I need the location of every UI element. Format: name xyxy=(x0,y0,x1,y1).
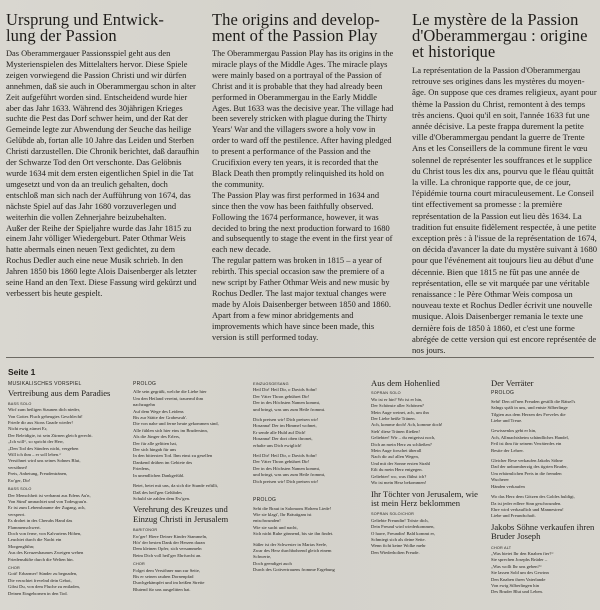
verse-line: Von Sünd' umnachtet und von Todesgrau'n. xyxy=(8,498,88,504)
french-column xyxy=(412,12,598,356)
german-text xyxy=(6,49,202,300)
libretto-column-5 xyxy=(491,379,596,596)
voice-label: BASS SOLO xyxy=(8,401,32,406)
verse-line: Alle sein gegrüßt, welche die Liebe hier xyxy=(133,389,207,395)
verse-line: „Was bietet Ihr den Knaben fier?“ xyxy=(491,550,554,556)
verse-line: Schmiegt sich als deine Seite. xyxy=(371,536,426,542)
section-heading: Ihr Töchter von Jerusalem, wie ist mein Herz beklommen xyxy=(371,488,478,508)
verse-line: Und mit der Sonne ersten Strahl xyxy=(371,460,431,466)
verse-line: Des Bruder Blut und Leben. xyxy=(491,589,543,595)
verse-line: Flammenschwert. xyxy=(8,524,41,530)
verse-line: Gleicher Rese verkaufen Jakobs Söhne xyxy=(491,458,563,464)
verse-line: Der Väter Thron gebühret Dir! xyxy=(253,393,310,399)
verse-line: Sich nicht Ruhe gönnend, bis sie ihn findet. xyxy=(253,531,334,537)
verse-line: Händen verkaufen xyxy=(491,483,525,489)
verse-block xyxy=(133,568,247,594)
voice-label: BASS SOLO xyxy=(8,487,32,492)
verse-line: Schwerte, xyxy=(253,554,272,560)
verse-line: nachzugehn xyxy=(133,402,155,408)
title-line: ment of the Passion Play xyxy=(212,26,378,45)
verse-line: Wo ist er hin? Wo ist er hin, xyxy=(371,396,423,402)
verse-line: „Was wollt Ihr uns geben?“ xyxy=(491,563,542,569)
german-column xyxy=(6,12,202,300)
verse-line: Seht! Den off'nen Freuden gestillt die Rätsel's xyxy=(491,398,576,404)
verse-line: Von Gottes Fluch geheugtes Geschlecht! xyxy=(8,413,83,419)
english-column xyxy=(212,12,395,343)
verse-line: Daß des heil'gen Gelübdes xyxy=(133,489,182,495)
verse-line: O harre, Freundin! Bald kommt er, xyxy=(371,530,435,536)
verse-line: Preis, Anbetung, Freudentränen, xyxy=(8,471,68,477)
verse-line: Friedens, xyxy=(133,466,150,472)
verse-line: In unendlichen Dankgefühl. xyxy=(133,472,185,478)
page-label: Seite 1 xyxy=(8,367,36,377)
verse-line: Bis er seinen rauhen Dornenpfad xyxy=(133,573,194,579)
verse-line: Die von nahe und ferne heute gekommen sind, xyxy=(133,421,219,427)
verse-line: Wie sie sucht und nacht, xyxy=(253,524,298,530)
verse-block xyxy=(491,399,596,520)
verse-line: Hosanna! Der dort oben thronet, xyxy=(253,436,313,442)
verse-line: entschwunden! xyxy=(253,518,281,524)
verse-line: Auf dem Wege des Leidens xyxy=(133,408,184,414)
verse-line: Dankend drüben im Gebiete des xyxy=(133,459,193,465)
verse-line: Tilgten aus dem Herzen des Freveles die xyxy=(491,411,566,417)
voice-label: EINZUGSGESANG xyxy=(253,382,289,386)
verse-line: Dich preisen wir! Dich preisen wir! xyxy=(253,417,319,423)
verse-line: Wie sie klagt', Ihr Bräutigam ist xyxy=(253,511,312,517)
verse-line: Heil Dir! Heil Dir, o Davids Sohn! xyxy=(253,387,317,393)
verse-line: Dad der unbarmherzig des tigrien Bruder, xyxy=(491,464,568,470)
verse-line: Es drohet in des Cherubs Hand das xyxy=(8,518,73,524)
verse-line: Der für alle gelitten hat, xyxy=(133,440,178,446)
section-heading: Jakobs Söhne verkaufen ihren Bruder Joseph xyxy=(491,521,595,542)
paragraph: The Passion Play was first performed in 1634 and since then the vow has been faithfully observed. Following the 1674 performance, however, it was decided to bring the next production forward to 1680 and subsequently to stage the event in the first year of each new decade. xyxy=(212,190,393,255)
verse-line: Dich preisen wir! Dich preisen wir! xyxy=(253,478,319,484)
verse-line: Alle fühlen sich hier eins im Brudersinn, xyxy=(133,427,208,433)
section-subheading: PROLOG xyxy=(491,390,515,397)
verse-line: Durch des Gottvertrauens fromme Ergebung xyxy=(253,567,335,573)
verse-line: Als die Jünger des Erlers, xyxy=(133,434,181,440)
verse-line: Von ewig Silberlingen hin xyxy=(491,582,540,588)
verse-line: Den Knaben ihren Vaterlande xyxy=(491,576,546,582)
title-line: The origins and develop- xyxy=(212,12,380,29)
verse-block xyxy=(133,483,247,502)
section-subheading: PROLOG xyxy=(253,497,277,504)
verse-line: Ew'ger! Hiere Deiner Kinder Stammeln, xyxy=(133,533,208,539)
verse-line: „Den Tod des Sünders nicht, vergeben xyxy=(8,445,79,451)
verse-line: Geliebter! wo, was flühst ich? xyxy=(371,473,427,479)
voice-label: SOPRAN SOLO xyxy=(371,391,401,396)
verse-line: Er sende alle Huld auf Dich! xyxy=(253,429,306,435)
verse-line: Seht die Braut in Salomons Hohem Liede! xyxy=(253,505,332,511)
verse-line: Beim Dich voll heil'ger Ehrfurcht an. xyxy=(133,552,202,558)
verse-line: Betet, betet mit uns, da sich die Stunde erfüllt, xyxy=(133,483,219,489)
title-line: d'Oberammergau : origine xyxy=(412,26,588,45)
verse-block xyxy=(8,493,122,563)
verse-line: Friedensdüfte durch die Welten hin. xyxy=(8,556,74,562)
paragraph: The Oberammergau Passion Play has its origins in the miracle plays of the Middle Ages. The miracle plays were mainly based on a portrayal of the Passion of Christ and it is probable that they had already been performed in Oberammergau in the Early Middle Ages. But 1633 was the decisive year. The village had been severely stricken with plague during the Thirty Years' War and the villagers swore a holy vow in order to ward off the pestilence. After having pledged to present a performance of the Passion and the Crucifixion every ten years, it is recorded that the Black Death then promptly relinquished its hold on the community. xyxy=(212,49,394,189)
verse-line: Hör' der besten Dank der Herzen daran xyxy=(133,539,205,545)
verse-block xyxy=(133,534,247,560)
verse-line: Ehre wird verkauflich und Mannestreu! xyxy=(491,506,564,512)
section-subheading: MUSIKALISCHES VORSPIEL xyxy=(8,381,82,387)
verse-line: Der sich hingab für uns xyxy=(133,447,177,453)
section-subheading: PROLOG xyxy=(133,381,157,387)
verse-block xyxy=(133,389,247,479)
title-line: Ursprung und Entwick- xyxy=(6,12,164,29)
verse-line: Liebe und Treue. xyxy=(491,418,523,424)
verse-line: Nicht ewig zürnet Er, xyxy=(8,426,48,432)
verse-line: Wirf zum heiligen Staunen dich nieder, xyxy=(8,407,81,413)
verse-line: Salngs spält in uns, und entste Silberlinge xyxy=(491,405,568,411)
verse-line: Da ist jeder edlere Sinn geschwunden. xyxy=(491,500,562,506)
verse-block xyxy=(253,387,365,485)
voice-label: CHOR xyxy=(133,562,145,567)
verse-line: Der Schönste aller Schönen? xyxy=(371,403,424,409)
verse-line: und bringt, was uns zum Heile frommt, xyxy=(253,472,326,478)
verse-line: Dich an mein Herz zu schließen? xyxy=(371,441,432,447)
verse-line: Ew'ger, Dir! xyxy=(8,477,31,483)
verse-line: Um den Heiland vereint, trauernd ihm xyxy=(133,395,204,401)
verse-line: Leuchtet durch die Nacht ein xyxy=(8,537,62,543)
verse-line: Versöhnet wird uns seines Sohnes Blut, xyxy=(8,458,81,464)
verse-line: Aus des Kreuzesbaumes Zweigen wehen xyxy=(8,550,84,556)
verse-line: Sieh' diese Tränen fließen! xyxy=(371,428,420,434)
verse-line: Wenn ficht keine Wolke mehr xyxy=(371,543,426,549)
verse-line: Dein Freund wird wiederkommen, xyxy=(371,524,435,530)
verse-line: Friede dir aus Sions Gnade wieder! xyxy=(8,420,73,426)
verse-line: Wucherer xyxy=(491,477,509,483)
libretto-column-4 xyxy=(371,379,483,556)
french-title xyxy=(412,12,598,60)
verse-line: „Ich will“, so spricht der Herr, xyxy=(8,439,64,445)
verse-line: Folget dem Versöhner nun zur Seite, xyxy=(133,567,201,573)
verse-line: Um erbärmlichen Preis in die fremden xyxy=(491,470,562,476)
verse-line: Der in des Höchsten Namen kommt, xyxy=(253,465,321,471)
verse-block xyxy=(253,506,365,574)
verse-block xyxy=(491,551,596,596)
divider-rule xyxy=(6,357,594,358)
voice-label: CHOR ALT xyxy=(491,545,512,550)
verse-line: Er ist zum Lebensbaume der Zugang, ach, xyxy=(8,505,86,511)
verse-line: Süßer ist der Schwester in Marias Seele, xyxy=(253,541,328,547)
title-line: et historique xyxy=(412,42,496,61)
section-heading: Aus dem Hohenlied xyxy=(371,379,440,388)
verse-line: Blutend für uns ausgelitten hat. xyxy=(133,586,191,592)
verse-line: Ach, komme doch! Ach, komme doch! xyxy=(371,422,443,428)
verse-line: Gott! Erbarmer! Sünder zu begnaden, xyxy=(8,571,78,577)
verse-line: Der Liebe heiße Tränen. xyxy=(371,416,416,422)
verse-line: In den bittersten Tod. Ihm einst zu gesellen xyxy=(133,453,213,459)
english-title xyxy=(212,12,395,44)
verse-line: Bis zur Stätte der Grabesruh'. xyxy=(133,415,188,421)
verse-line: Zwar des Herz durchbohrend gleich einem xyxy=(253,547,332,553)
verse-block xyxy=(8,407,122,484)
verse-line: Feil ist ihm für seinem Verräterdes ein xyxy=(491,441,562,447)
verse-line: Den Wiederholten Freude. xyxy=(371,549,420,555)
paragraph: Das Oberammergauer Passionsspiel geht aus den Mysterienspielen des Mittelalters hervor. Diese Spiele zeigen vorwiegend die Passion Christi und wir dürfen annehmen, daß sie auch in Oberammergau schon in alter Zeit aufgeführt worden sind. Entscheidend wurde hier aber das Jahr 1633. Während des 30jährigen Krieges suchte die Pest das Dorf schwer heim, und der Rat der Gemeinde legte zur Abwendung der Seuche das heilige Gelübde ab, fortan alle 10 Jahre das Leiden und Sterben Christi darzustellen. Die Chronik berichtet, daß daraufhin der Schwarze Tod den Ort verschonte. Das Gelöbnis wurde 1634 mit dem ersten eigentlichen Spiel in die Tat umgesetzt und von da an treulich gehalten, doch entschloß man sich nach der Aufführung von 1674, das nächste Spiel auf das Jahr 1680 vorzuverlegen und weiterhin die vollen Zehnerjahre beizubehalten. xyxy=(6,49,200,222)
verse-line: Nach dir auf allen Wegen, xyxy=(371,454,419,460)
verse-line: Doch geendiget auch xyxy=(253,560,292,566)
verse-block xyxy=(371,518,483,556)
voice-label: SOPRAN SOLO/CHOR xyxy=(371,512,415,517)
verse-line: Geliebte Freundin! Tröste dich, xyxy=(371,517,429,523)
voice-label: CHOR xyxy=(8,565,20,570)
verse-line: Wo das Herz dem Götzen des Goldes huldigt, xyxy=(491,494,575,500)
verse-line: Mein Auge forschet überall xyxy=(371,448,422,454)
german-title xyxy=(6,12,202,44)
verse-line: Sie sprechen Josephs Brüder – xyxy=(491,557,548,563)
verse-block xyxy=(371,397,483,487)
verse-line: Der Väter Thron gebühret Dir! xyxy=(253,459,310,465)
verse-line: Deinen Eingebornen in den Tod. xyxy=(8,590,68,596)
verse-line: Die verachtet frevelnd dein Gebot, xyxy=(8,577,72,583)
section-heading: Der Verräter xyxy=(491,379,534,388)
verse-line: Der Menschheit ist verbannt aus Edens Au'n, xyxy=(8,492,91,498)
verse-line: und bringt, was uns zum Heile frommt. xyxy=(253,406,326,412)
verse-line: versöhnet! xyxy=(8,464,28,470)
verse-line: Der in des Höchsten Namen kommt, xyxy=(253,400,321,406)
verse-line: Will ich ihm – er soll leben.“ xyxy=(8,452,62,458)
voice-label: BARITONOR xyxy=(133,528,158,533)
section-heading: Vertreibung aus dem Paradies xyxy=(8,388,111,399)
verse-line: Mein Auge weinet, ach, um ihn xyxy=(371,409,429,415)
paragraph: Außer der Reihe der Spieljahre wurde das Jahr 1815 zu einem Jahr völliger Wiedergeburt. Pater Othmar Weis hatte abermals einen neuen Text gedichtet, zu dem Rochus Dedler auch eine neue Musik schrieb. In den Jahren 1850 bis 1860 legte Alois Daisenberger als letzter seine Hand an den Text. Diese Fassung wird gekürzt und verbessert bis heute gespielt. xyxy=(6,223,197,298)
title-line: lung der Passion xyxy=(6,26,117,45)
french-text xyxy=(412,65,598,356)
verse-line: Eilt du mein Herz entgegen. xyxy=(371,467,423,473)
paragraph: La représentation de la Passion d'Oberammergau retrouve ses origines dans les mystères du moyen-âge. On suppose que ces drames religieux, ayant pour thème la Passion du Christ, remontent à des temps très anciens. Quoi qu'il en soit, l'année 1633 fut une année décisive. La peste frappa durement la petite ville d'Oberammergau pendant la guerre de Trente Ans et les Conseillers de la commune firent le vœu solennel de représenter les souffrances et le supplice du Christ tous les dix ans, pourvu que le fléau quittât la ville. La chronique rapporte que, de ce jour, l'épidémie tourna court miraculeusement. Le Conseil tint effectivement sa promesse : la première représentation de la Passion eut lieu dès 1634. La tradition fut ensuite fidèlement respectée, à une petite exception près : à l'issue de la représentation de 1674, on décida d'avancer la date du mystère suivant à 1680 pour que l'événement ait toujours lieu au début d'une décennie. Bien que 1815 ne fût pas une année de représentation, elle se vit marquée par une véritable renaissance : le Père Othmar Weis composa un nouveau texte et Rochus Dedler écrivit une nouvelle musique. Alois Daisenberger remania le texte une dernière fois de 1850 à 1860, et c'est une forme abrégée de cette version qui est encore représentée de nos jours. xyxy=(412,65,598,356)
verse-line: Dem kleinen Opfer, sich versammeln xyxy=(133,546,202,552)
verse-line: Schuld sie zahlen dem Ew'gen. xyxy=(133,495,191,501)
verse-line: Ach, Allmachtsbeim schändliches Handel, xyxy=(491,434,569,440)
title-line: Le mystère de la Passion xyxy=(412,12,579,29)
verse-line: erhalte uns Dich ewiglich! xyxy=(253,442,302,448)
verse-line: Gewissenlos gebt er hin, xyxy=(491,428,537,434)
verse-line: Sie lassen Sold um des Gewinn xyxy=(491,570,549,576)
libretto-column-2 xyxy=(133,379,247,593)
section-heading: Verehrung des Kreuzes und Einzug Christi in Jerusalem xyxy=(133,504,229,524)
verse-line: Doch von ferne, von Kalvariens Höhen, xyxy=(8,530,82,536)
verse-line: Besite der Lehrer. xyxy=(491,447,524,453)
verse-line: Gibst Du, von dem Fluche zu entladen, xyxy=(8,584,80,590)
verse-line: Durchgekämpfet und im heißen Streite xyxy=(133,580,205,586)
verse-line: versperrt. xyxy=(8,511,26,517)
verse-line: Morgenglühn; xyxy=(8,543,35,549)
verse-line: Hosanna! Der im Himmel wohnet, xyxy=(253,423,317,429)
verse-line: Liebe und Freundschaft. xyxy=(491,513,536,519)
libretto-column-1 xyxy=(8,379,122,597)
libretto-column-3 xyxy=(253,379,365,574)
verse-line: Der Beleidigte, ist sein Zürnen gleich gerecht. xyxy=(8,432,93,438)
verse-block xyxy=(8,571,122,597)
english-text xyxy=(212,49,395,343)
verse-line: Wo ist mein Herz bekommen! xyxy=(371,480,427,486)
paragraph: The regular pattern was broken in 1815 – a year of rebirth. This special occasion saw the premiere of a new script by Father Othmar Weis and new music by Rochus Dedler. The last major textual changes were made by Alois Daisenberger between 1850 and 1860. Apart from a few minor abridgements and improvements which have since been made, this version is still performed today. xyxy=(212,256,391,342)
verse-line: Geliebter! Wir – du entgeisst noch, xyxy=(371,435,436,441)
verse-line: Heil Dir! Heil Dir, o Davids Sohn! xyxy=(253,453,317,459)
